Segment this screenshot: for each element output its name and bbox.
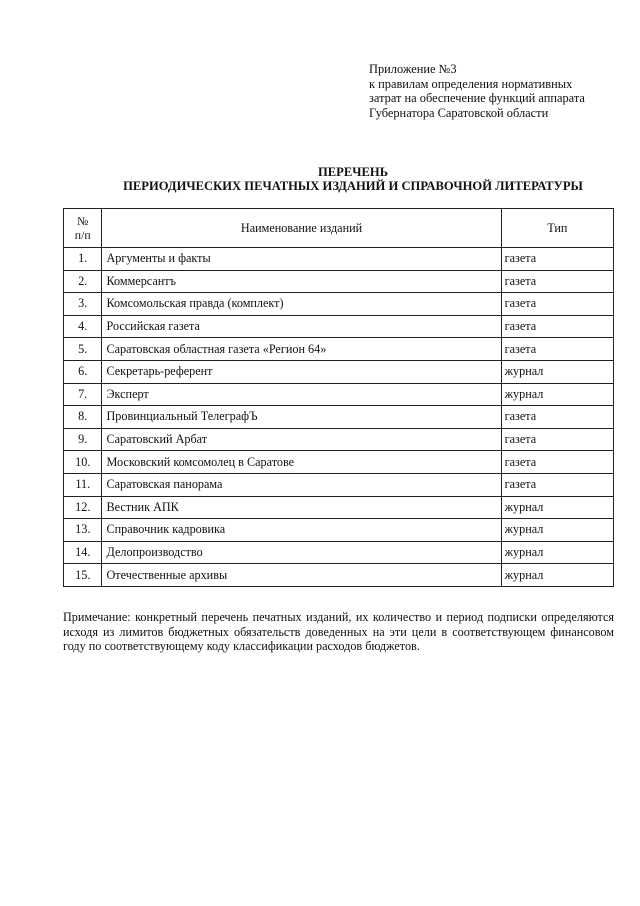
row-number: 9.	[64, 428, 102, 451]
row-name: Эксперт	[102, 383, 501, 406]
row-type: газета	[501, 315, 613, 338]
appendix-line: Губернатора Саратовской области	[369, 105, 549, 120]
table-row	[64, 519, 614, 542]
table-row	[64, 315, 614, 338]
header-number-abbr: п/п	[74, 228, 91, 242]
table-body	[64, 248, 614, 587]
row-type: журнал	[501, 360, 613, 383]
table-row	[64, 496, 614, 519]
document-subtitle: ПЕРИОДИЧЕСКИХ ПЕЧАТНЫХ ИЗДАНИЙ И СПРАВОЧНОЙ ЛИТЕРАТУРЫ	[123, 179, 583, 193]
table-row	[64, 248, 614, 271]
row-number: 8.	[64, 406, 102, 429]
row-name: Вестник АПК	[102, 496, 501, 519]
row-type: газета	[501, 406, 613, 429]
row-number: 2.	[64, 270, 102, 293]
row-name: Саратовская панорама	[102, 473, 501, 496]
header-number-symbol: №	[77, 214, 89, 228]
table-row	[64, 293, 614, 316]
row-number: 12.	[64, 496, 102, 519]
row-name: Секретарь-референт	[102, 360, 501, 383]
row-name: Комсомольская правда (комплект)	[102, 293, 501, 316]
row-type: журнал	[501, 564, 613, 587]
publications-table	[63, 208, 614, 587]
table-header-row	[64, 209, 614, 248]
row-number: 15.	[64, 564, 102, 587]
row-number: 10.	[64, 451, 102, 474]
appendix-title: Приложение №3	[369, 62, 457, 76]
row-name: Справочник кадровика	[102, 519, 501, 542]
row-name: Провинциальный ТелеграфЪ	[102, 406, 501, 429]
row-number: 1.	[64, 248, 102, 271]
row-name: Российская газета	[102, 315, 501, 338]
table-row	[64, 383, 614, 406]
table-row	[64, 564, 614, 587]
row-name: Отечественные архивы	[102, 564, 501, 587]
row-number: 3.	[64, 293, 102, 316]
row-type: журнал	[501, 541, 613, 564]
table-row	[64, 270, 614, 293]
appendix-line: затрат на обеспечение функций аппарата	[369, 91, 585, 106]
row-name: Делопроизводство	[102, 541, 501, 564]
row-name: Аргументы и факты	[102, 248, 501, 271]
table-row	[64, 451, 614, 474]
row-number: 11.	[64, 473, 102, 496]
row-name: Саратовский Арбат	[102, 428, 501, 451]
row-number: 5.	[64, 338, 102, 361]
row-type: газета	[501, 338, 613, 361]
header-number	[64, 209, 102, 248]
table-row	[64, 406, 614, 429]
row-name: Московский комсомолец в Саратове	[102, 451, 501, 474]
row-type: газета	[501, 248, 613, 271]
row-type: журнал	[501, 383, 613, 406]
note-text: Примечание: конкретный перечень печатных изданий, их количество и период подписки определяются исходя из лимитов бюджетных обязательств доведенных на эти цели в соответствующем финансовом году по соответствующему коду классификации расходов бюджетов.	[63, 610, 614, 654]
table-row	[64, 360, 614, 383]
row-name: Саратовская областная газета «Регион 64»	[102, 338, 501, 361]
row-type: газета	[501, 293, 613, 316]
appendix-line: к правилам определения нормативных	[369, 76, 573, 91]
row-number: 13.	[64, 519, 102, 542]
table-row	[64, 338, 614, 361]
row-type: газета	[501, 428, 613, 451]
header-type: Тип	[501, 209, 613, 248]
table-row	[64, 428, 614, 451]
row-type: газета	[501, 451, 613, 474]
row-number: 14.	[64, 541, 102, 564]
row-type: журнал	[501, 496, 613, 519]
row-type: газета	[501, 270, 613, 293]
row-name: Коммерсантъ	[102, 270, 501, 293]
document-title: ПЕРЕЧЕНЬ	[317, 165, 389, 179]
row-number: 7.	[64, 383, 102, 406]
table-row	[64, 541, 614, 564]
table-row	[64, 473, 614, 496]
row-type: журнал	[501, 519, 613, 542]
row-type: газета	[501, 473, 613, 496]
row-number: 4.	[64, 315, 102, 338]
header-name: Наименование изданий	[102, 209, 501, 248]
appendix-block	[369, 62, 631, 120]
row-number: 6.	[64, 360, 102, 383]
